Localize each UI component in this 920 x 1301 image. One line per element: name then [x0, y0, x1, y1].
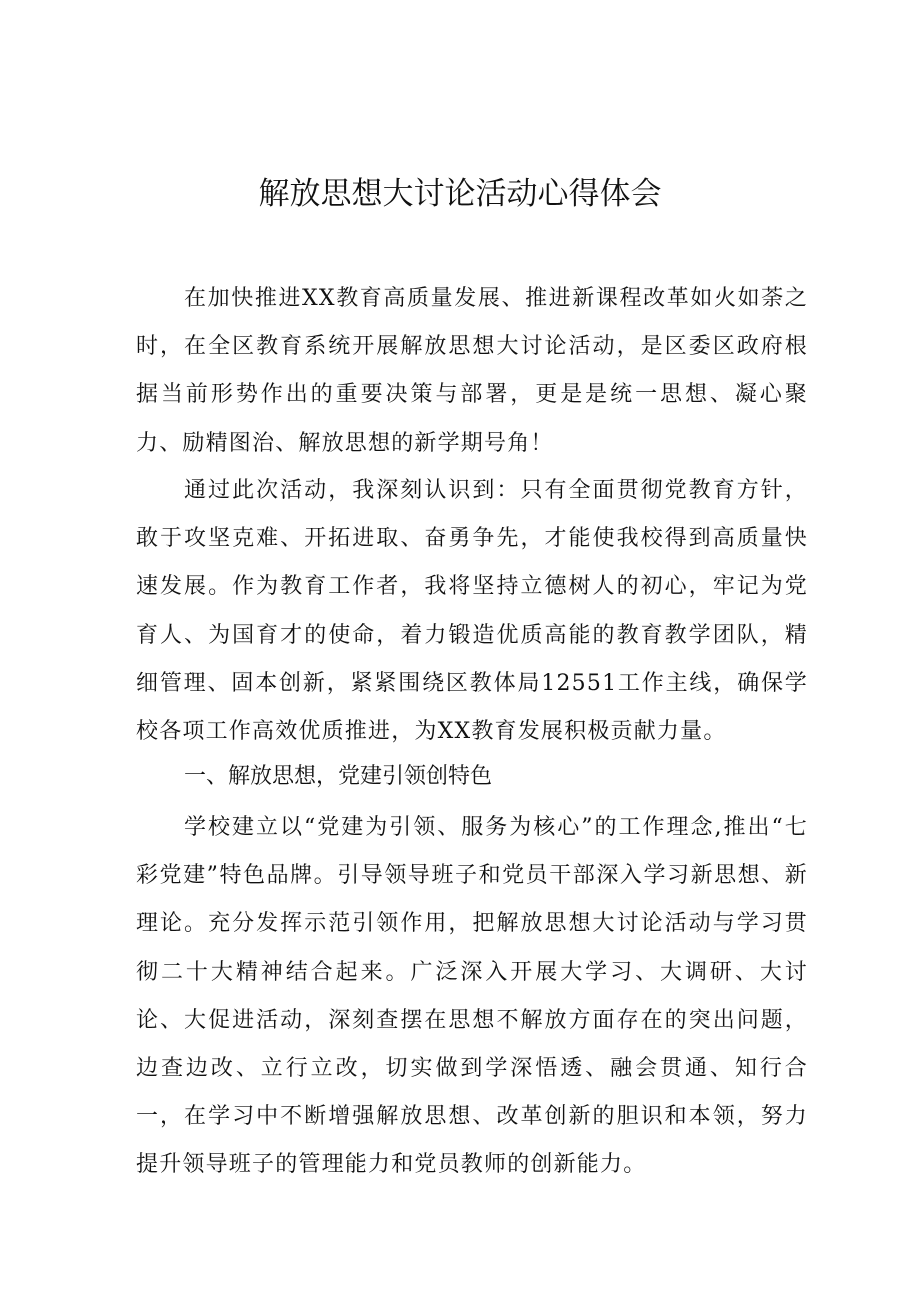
section-heading: 一、解放思想，党建引领创特色: [184, 764, 493, 789]
paragraph-party-building: 学校建立以“党建为引领、服务为核心”的工作理念,推出“七彩党建”特色品牌。引导领导班子和党员干部深入学习新思想、新理论。充分发挥示范引领作用，把解放思想大讨论活动与学习贯彻二十大精神结合起来。广泛深入开展大学习、大调研、大讨论、大促进活动，深刻查摆在思想不解放方面存在的突出问题，边查边改、立行立改，切实做到学深悟透、融会贯通、知行合一，在学习中不断增强解放思想、改革创新的胆识和本领，努力提升领导班子的管理能力和党员教师的创新能力。: [136, 815, 808, 1178]
document-title: 解放思想大讨论活动心得体会: [258, 176, 662, 212]
paragraph-intro: 在加快推进XX教育高质量发展、推进新课程改革如火如荼之时，在全区教育系统开展解放思想大讨论活动，是区委区政府根据当前形势作出的重要决策与部署，更是是统一思想、凝心聚力、励精图治、解放思想的新学期号角！: [136, 286, 808, 456]
paragraph-understanding: 通过此次活动，我深刻认识到：只有全面贯彻党教育方针，敢于攻坚克难、开拓进取、奋勇争先，才能使我校得到高质量快速发展。作为教育工作者，我将坚持立德树人的初心，牢记为党育人、为国育才的使命，着力锻造优质高能的教育教学团队，精细管理、固本创新，紧紧围绕区教体局12551工作主线，确保学校各项工作高效优质推进，为XX教育发展积极贡献力量。: [136, 478, 808, 745]
